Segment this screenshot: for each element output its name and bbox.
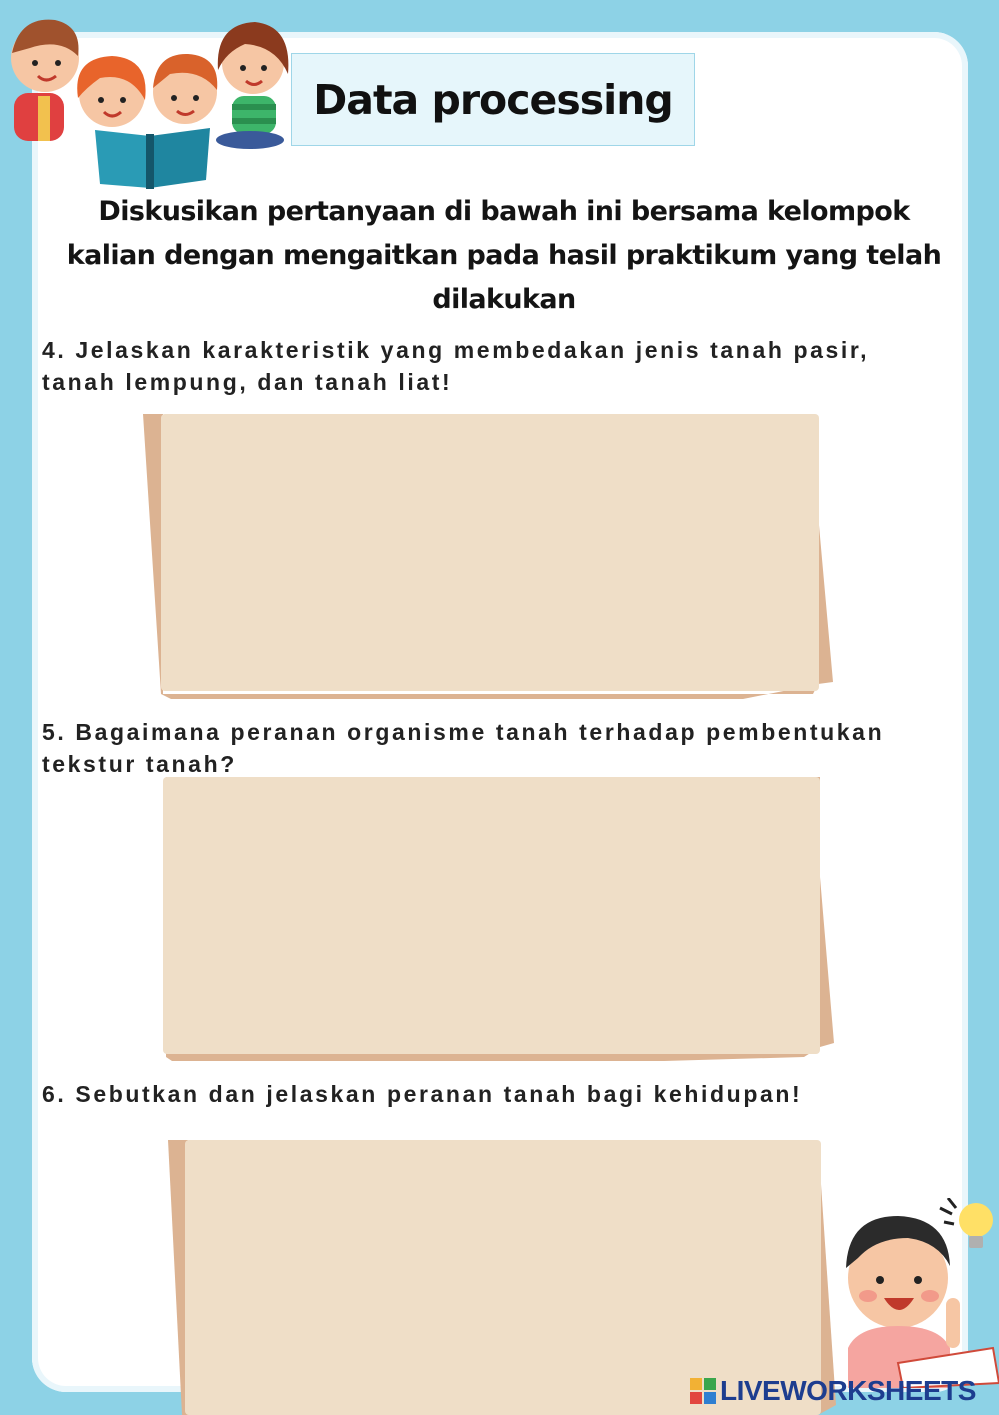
instruction bbox=[44, 190, 964, 322]
question-line: 4. Jelaskan karakteristik yang membedakan jenis tanah pasir, bbox=[42, 337, 870, 363]
instruction-line: dilakukan bbox=[432, 284, 576, 315]
answer-box-5[interactable] bbox=[144, 777, 836, 1062]
question-line: 6. Sebutkan dan jelaskan peranan tanah bagi kehidupan! bbox=[42, 1081, 803, 1107]
title-box bbox=[291, 53, 695, 146]
question-6 bbox=[42, 1078, 962, 1110]
page-title: Data processing bbox=[313, 75, 673, 124]
instruction-line: Diskusikan pertanyaan di bawah ini bersama kelompok bbox=[98, 196, 910, 227]
footer-brand bbox=[690, 1374, 976, 1408]
question-5 bbox=[42, 716, 962, 780]
footer-brand-text: LIVEWORKSHEETS bbox=[720, 1375, 976, 1406]
question-line: tekstur tanah? bbox=[42, 751, 237, 777]
question-line: tanah lempung, dan tanah liat! bbox=[42, 369, 453, 395]
instruction-line: kalian dengan mengaitkan pada hasil praktikum yang telah bbox=[66, 240, 942, 271]
question-4 bbox=[42, 334, 962, 398]
answer-box-4[interactable] bbox=[143, 414, 835, 699]
liveworksheets-logo-icon bbox=[690, 1378, 716, 1404]
boy-idea-illustration bbox=[828, 1198, 999, 1388]
kids-reading-illustration bbox=[0, 8, 295, 193]
question-line: 5. Bagaimana peranan organisme tanah terhadap pembentukan bbox=[42, 719, 885, 745]
